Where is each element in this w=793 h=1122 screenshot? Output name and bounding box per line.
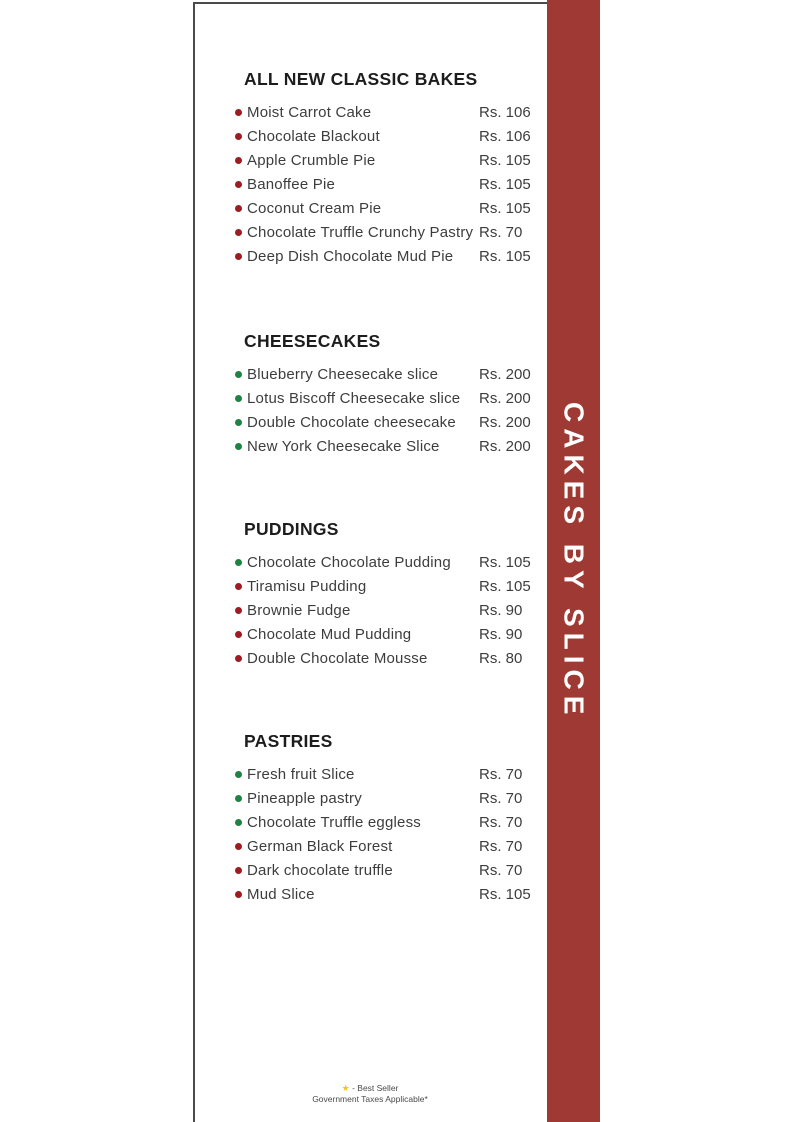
menu-item-row	[193, 550, 547, 574]
bullet-icon	[235, 819, 242, 826]
item-price: Rs. 70	[479, 765, 523, 783]
item-name: Chocolate Truffle Crunchy Pastry	[247, 223, 474, 241]
section-title: ALL NEW CLASSIC BAKES	[244, 69, 478, 89]
menu-item-row	[193, 762, 547, 786]
menu-item-row	[193, 148, 547, 172]
section-title: PASTRIES	[244, 731, 333, 751]
bullet-icon	[235, 631, 242, 638]
menu-item-row	[193, 244, 547, 268]
bullet-icon	[235, 867, 242, 874]
bullet-icon	[235, 253, 242, 260]
item-price: Rs. 70	[479, 813, 523, 831]
bullet-icon	[235, 109, 242, 116]
section-cheesecakes	[193, 330, 547, 458]
menu-item-row	[193, 882, 547, 906]
item-price: Rs. 200	[479, 437, 531, 455]
item-name: Pineapple pastry	[247, 789, 362, 807]
item-price: Rs. 80	[479, 649, 523, 667]
bullet-icon	[235, 133, 242, 140]
bullet-icon	[235, 607, 242, 614]
menu-item-row	[193, 858, 547, 882]
item-name: Chocolate Blackout	[247, 127, 380, 145]
menu-item-row	[193, 810, 547, 834]
item-price: Rs. 105	[479, 553, 531, 571]
item-name: Moist Carrot Cake	[247, 103, 372, 121]
menu-item-row	[193, 386, 547, 410]
item-price: Rs. 105	[479, 247, 531, 265]
best-seller-note	[193, 1083, 547, 1094]
bullet-icon	[235, 583, 242, 590]
bullet-icon	[235, 371, 242, 378]
item-name: Chocolate Truffle eggless	[247, 813, 421, 831]
item-price: Rs. 105	[479, 577, 531, 595]
best-seller-label: - Best Seller	[352, 1083, 399, 1093]
menu-footer	[193, 1083, 547, 1105]
section-puddings	[193, 518, 547, 670]
item-price: Rs. 200	[479, 365, 531, 383]
item-name: Lotus Biscoff Cheesecake slice	[247, 389, 461, 407]
item-name: Chocolate Mud Pudding	[247, 625, 412, 643]
item-name: Chocolate Chocolate Pudding	[247, 553, 451, 571]
item-name: Brownie Fudge	[247, 601, 351, 619]
menu-item-row	[193, 196, 547, 220]
item-name: Tiramisu Pudding	[247, 577, 367, 595]
item-price: Rs. 200	[479, 413, 531, 431]
bullet-icon	[235, 891, 242, 898]
menu-item-row	[193, 622, 547, 646]
item-name: Fresh fruit Slice	[247, 765, 355, 783]
tax-note: Government Taxes Applicable*	[312, 1094, 428, 1104]
item-price: Rs. 70	[479, 789, 523, 807]
menu-item-row	[193, 786, 547, 810]
section-pastries	[193, 730, 547, 906]
section-classic-bakes	[193, 68, 547, 268]
section-title: CHEESECAKES	[244, 331, 381, 351]
item-price: Rs. 70	[479, 861, 523, 879]
bullet-icon	[235, 157, 242, 164]
item-price: Rs. 105	[479, 199, 531, 217]
item-name: Deep Dish Chocolate Mud Pie	[247, 247, 454, 265]
bullet-icon	[235, 181, 242, 188]
item-name: Apple Crumble Pie	[247, 151, 376, 169]
menu-item-row	[193, 834, 547, 858]
menu-item-row	[193, 574, 547, 598]
item-price: Rs. 105	[479, 151, 531, 169]
bullet-icon	[235, 395, 242, 402]
item-price: Rs. 106	[479, 103, 531, 121]
menu-item-row	[193, 434, 547, 458]
bullet-icon	[235, 771, 242, 778]
bullet-icon	[235, 559, 242, 566]
item-price: Rs. 70	[479, 837, 523, 855]
menu-item-row	[193, 172, 547, 196]
star-icon: ★	[341, 1083, 350, 1093]
item-price: Rs. 90	[479, 601, 523, 619]
item-name: Dark chocolate truffle	[247, 861, 393, 879]
menu-item-row	[193, 362, 547, 386]
menu-item-row	[193, 220, 547, 244]
menu-item-row	[193, 410, 547, 434]
side-banner	[547, 0, 600, 1122]
side-banner-title: CAKES BY SLICE	[558, 401, 590, 721]
menu-item-row	[193, 100, 547, 124]
bullet-icon	[235, 229, 242, 236]
menu-content	[193, 0, 547, 1122]
item-price: Rs. 106	[479, 127, 531, 145]
menu-item-row	[193, 646, 547, 670]
item-name: Coconut Cream Pie	[247, 199, 382, 217]
item-name: Blueberry Cheesecake slice	[247, 365, 439, 383]
bullet-icon	[235, 205, 242, 212]
item-name: Mud Slice	[247, 885, 315, 903]
section-title: PUDDINGS	[244, 519, 339, 539]
menu-item-row	[193, 598, 547, 622]
bullet-icon	[235, 419, 242, 426]
item-name: Banoffee Pie	[247, 175, 336, 193]
item-price: Rs. 70	[479, 223, 523, 241]
item-price: Rs. 200	[479, 389, 531, 407]
menu-item-row	[193, 124, 547, 148]
item-name: German Black Forest	[247, 837, 393, 855]
bullet-icon	[235, 795, 242, 802]
item-price: Rs. 90	[479, 625, 523, 643]
bullet-icon	[235, 843, 242, 850]
bullet-icon	[235, 655, 242, 662]
item-price: Rs. 105	[479, 175, 531, 193]
item-name: New York Cheesecake Slice	[247, 437, 440, 455]
bullet-icon	[235, 443, 242, 450]
item-name: Double Chocolate Mousse	[247, 649, 428, 667]
item-name: Double Chocolate cheesecake	[247, 413, 456, 431]
item-price: Rs. 105	[479, 885, 531, 903]
